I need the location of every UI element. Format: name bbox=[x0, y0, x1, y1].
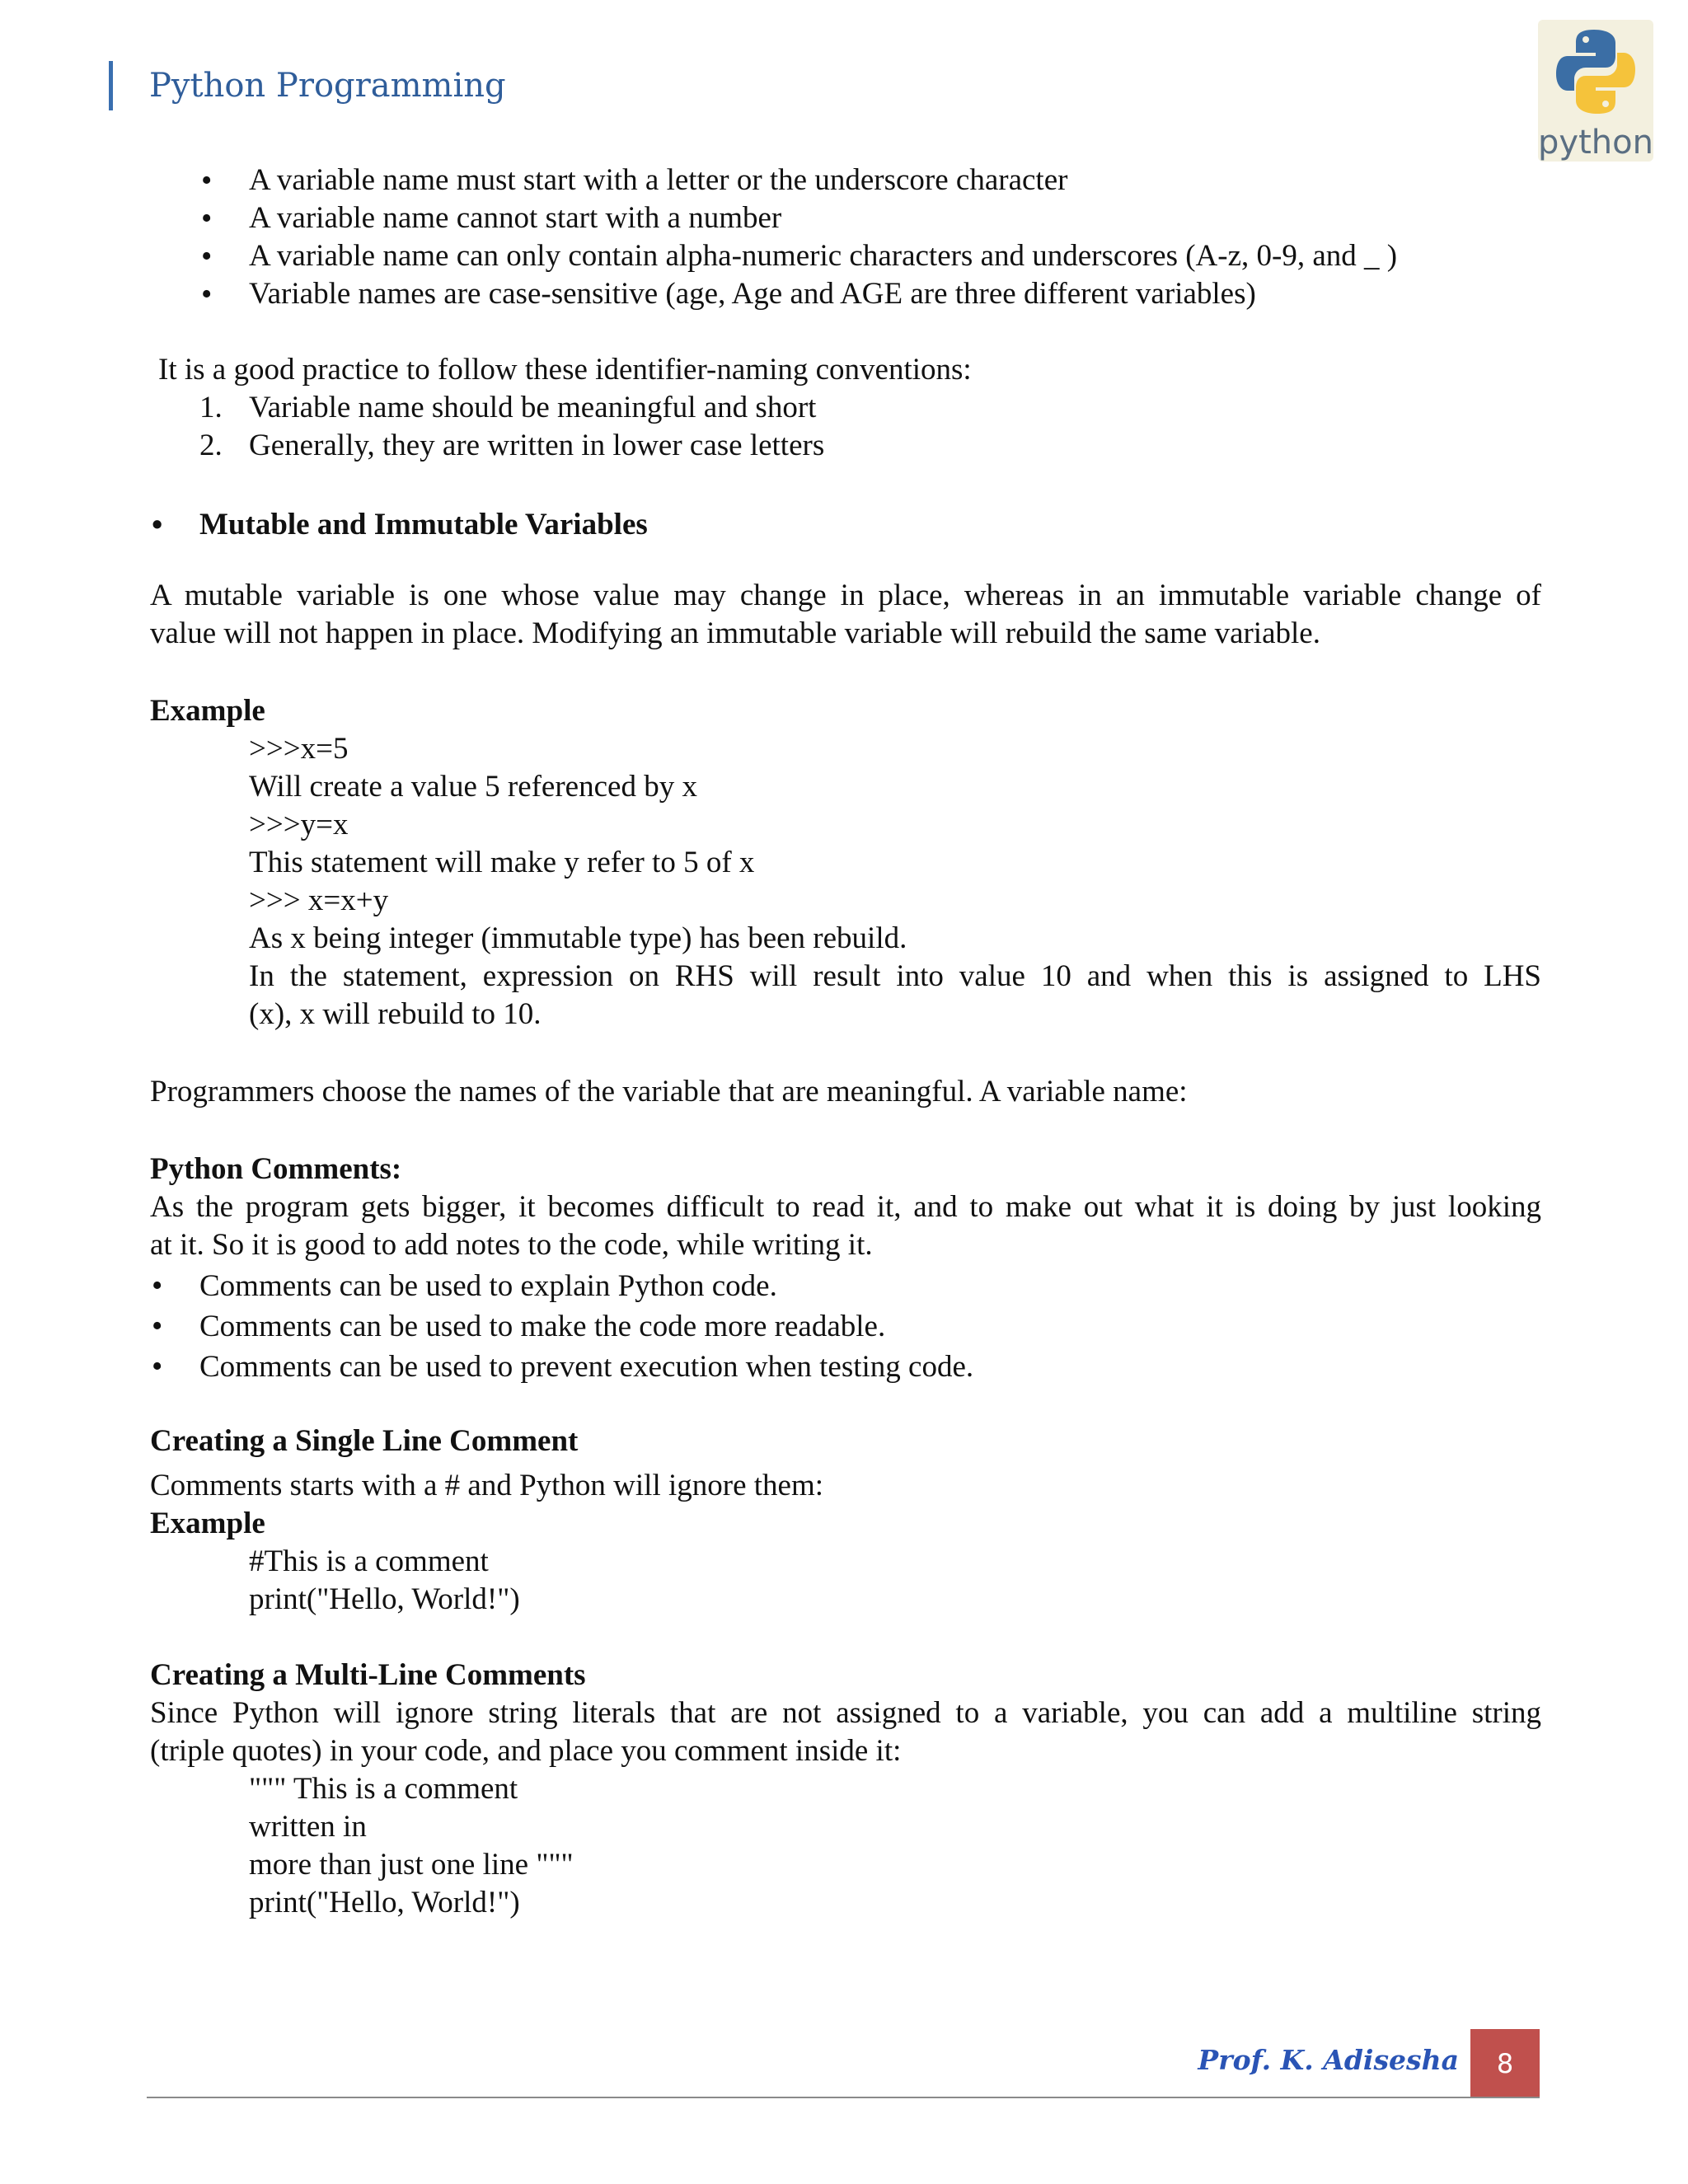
list-item bbox=[199, 427, 825, 465]
statement-line2: (x), x will rebuild to 10. bbox=[249, 997, 542, 1031]
item-number: 1. bbox=[199, 391, 223, 424]
list-item: • Comments can be used to make the code more readable. bbox=[199, 1306, 973, 1347]
multi-line-code bbox=[249, 1770, 574, 1922]
single-line-code bbox=[249, 1543, 520, 1619]
comments-para-line1: As the program gets bigger, it becomes difficult to read it, and to make out what it is doing by just looking bbox=[150, 1190, 1541, 1224]
example-block bbox=[249, 730, 907, 958]
comments-bullets bbox=[199, 1266, 973, 1387]
item-text: Variable name should be meaningful and short bbox=[249, 391, 817, 424]
comments-heading: Python Comments: bbox=[150, 1152, 402, 1186]
example-line: As x being integer (immutable type) has been rebuild. bbox=[249, 921, 907, 955]
list-item bbox=[199, 389, 824, 427]
logo-text: python bbox=[1538, 124, 1653, 162]
mutable-para-line2: value will not happen in place. Modifying an immutable variable will rebuild the same variable. bbox=[150, 616, 1320, 650]
python-snakes-icon bbox=[1554, 26, 1637, 117]
footer-author: Prof. K. Adisesha bbox=[1198, 2044, 1459, 2076]
single-line-desc: Comments starts with a # and Python will ignore them: bbox=[150, 1469, 824, 1502]
page-number: 8 bbox=[1470, 2029, 1540, 2098]
code-line: more than just one line """ bbox=[249, 1848, 574, 1882]
list-item: • Comments can be used to prevent execution when testing code. bbox=[199, 1347, 973, 1387]
comments-para-line2: at it. So it is good to add notes to the code, while writing it. bbox=[150, 1228, 873, 1262]
programmers-line: Programmers choose the names of the variable that are meaningful. A variable name: bbox=[150, 1075, 1188, 1108]
list-item: • Variable names are case-sensitive (age, Age and AGE are three different variables) bbox=[249, 275, 1397, 313]
list-item: • A variable name can only contain alpha-numeric characters and underscores (A-z, 0-9, and _ ) bbox=[249, 237, 1397, 275]
example-line: >>>y=x bbox=[249, 808, 349, 841]
python-logo bbox=[1538, 20, 1653, 162]
single-line-heading: Creating a Single Line Comment bbox=[150, 1424, 579, 1458]
multi-line-heading: Creating a Multi-Line Comments bbox=[150, 1658, 586, 1692]
code-line: """ This is a comment bbox=[249, 1772, 518, 1806]
page-header bbox=[109, 61, 506, 110]
list-item: • Comments can be used to explain Python code. bbox=[199, 1266, 973, 1306]
example-heading: Example bbox=[150, 694, 265, 728]
example-line: >>>x=5 bbox=[249, 732, 349, 766]
code-line: print("Hello, World!") bbox=[249, 1886, 520, 1919]
practice-intro: It is a good practice to follow these identifier-naming conventions: bbox=[158, 353, 972, 387]
list-item: • A variable name must start with a letter or the underscore character bbox=[249, 162, 1397, 199]
mutable-heading: • Mutable and Immutable Variables bbox=[199, 506, 648, 544]
example-line: >>> x=x+y bbox=[249, 883, 389, 917]
code-line: #This is a comment bbox=[249, 1544, 489, 1578]
list-item: • A variable name cannot start with a number bbox=[249, 199, 1397, 237]
header-title: Python Programming bbox=[149, 67, 506, 105]
example-line: This statement will make y refer to 5 of x bbox=[249, 846, 755, 879]
item-number: 2. bbox=[199, 429, 223, 462]
item-text: Generally, they are written in lower case letters bbox=[249, 429, 825, 462]
example-line: Will create a value 5 referenced by x bbox=[249, 770, 697, 804]
code-line: print("Hello, World!") bbox=[249, 1582, 520, 1616]
multi-line-para-line2: (triple quotes) in your code, and place you comment inside it: bbox=[150, 1734, 902, 1768]
code-line: written in bbox=[249, 1810, 367, 1844]
mutable-para-line1: A mutable variable is one whose value may change in place, whereas in an immutable variable change of bbox=[150, 579, 1541, 612]
statement-line1: In the statement, expression on RHS will result into value 10 and when this is assigned to LHS bbox=[249, 959, 1541, 993]
practice-list bbox=[199, 389, 825, 465]
single-line-example-heading: Example bbox=[150, 1507, 265, 1540]
multi-line-para-line1: Since Python will ignore string literals that are not assigned to a variable, you can add a multiline string bbox=[150, 1696, 1541, 1730]
naming-rules-list bbox=[249, 162, 1397, 313]
mutable-heading-list bbox=[199, 506, 648, 544]
footer-divider bbox=[147, 2097, 1540, 2098]
